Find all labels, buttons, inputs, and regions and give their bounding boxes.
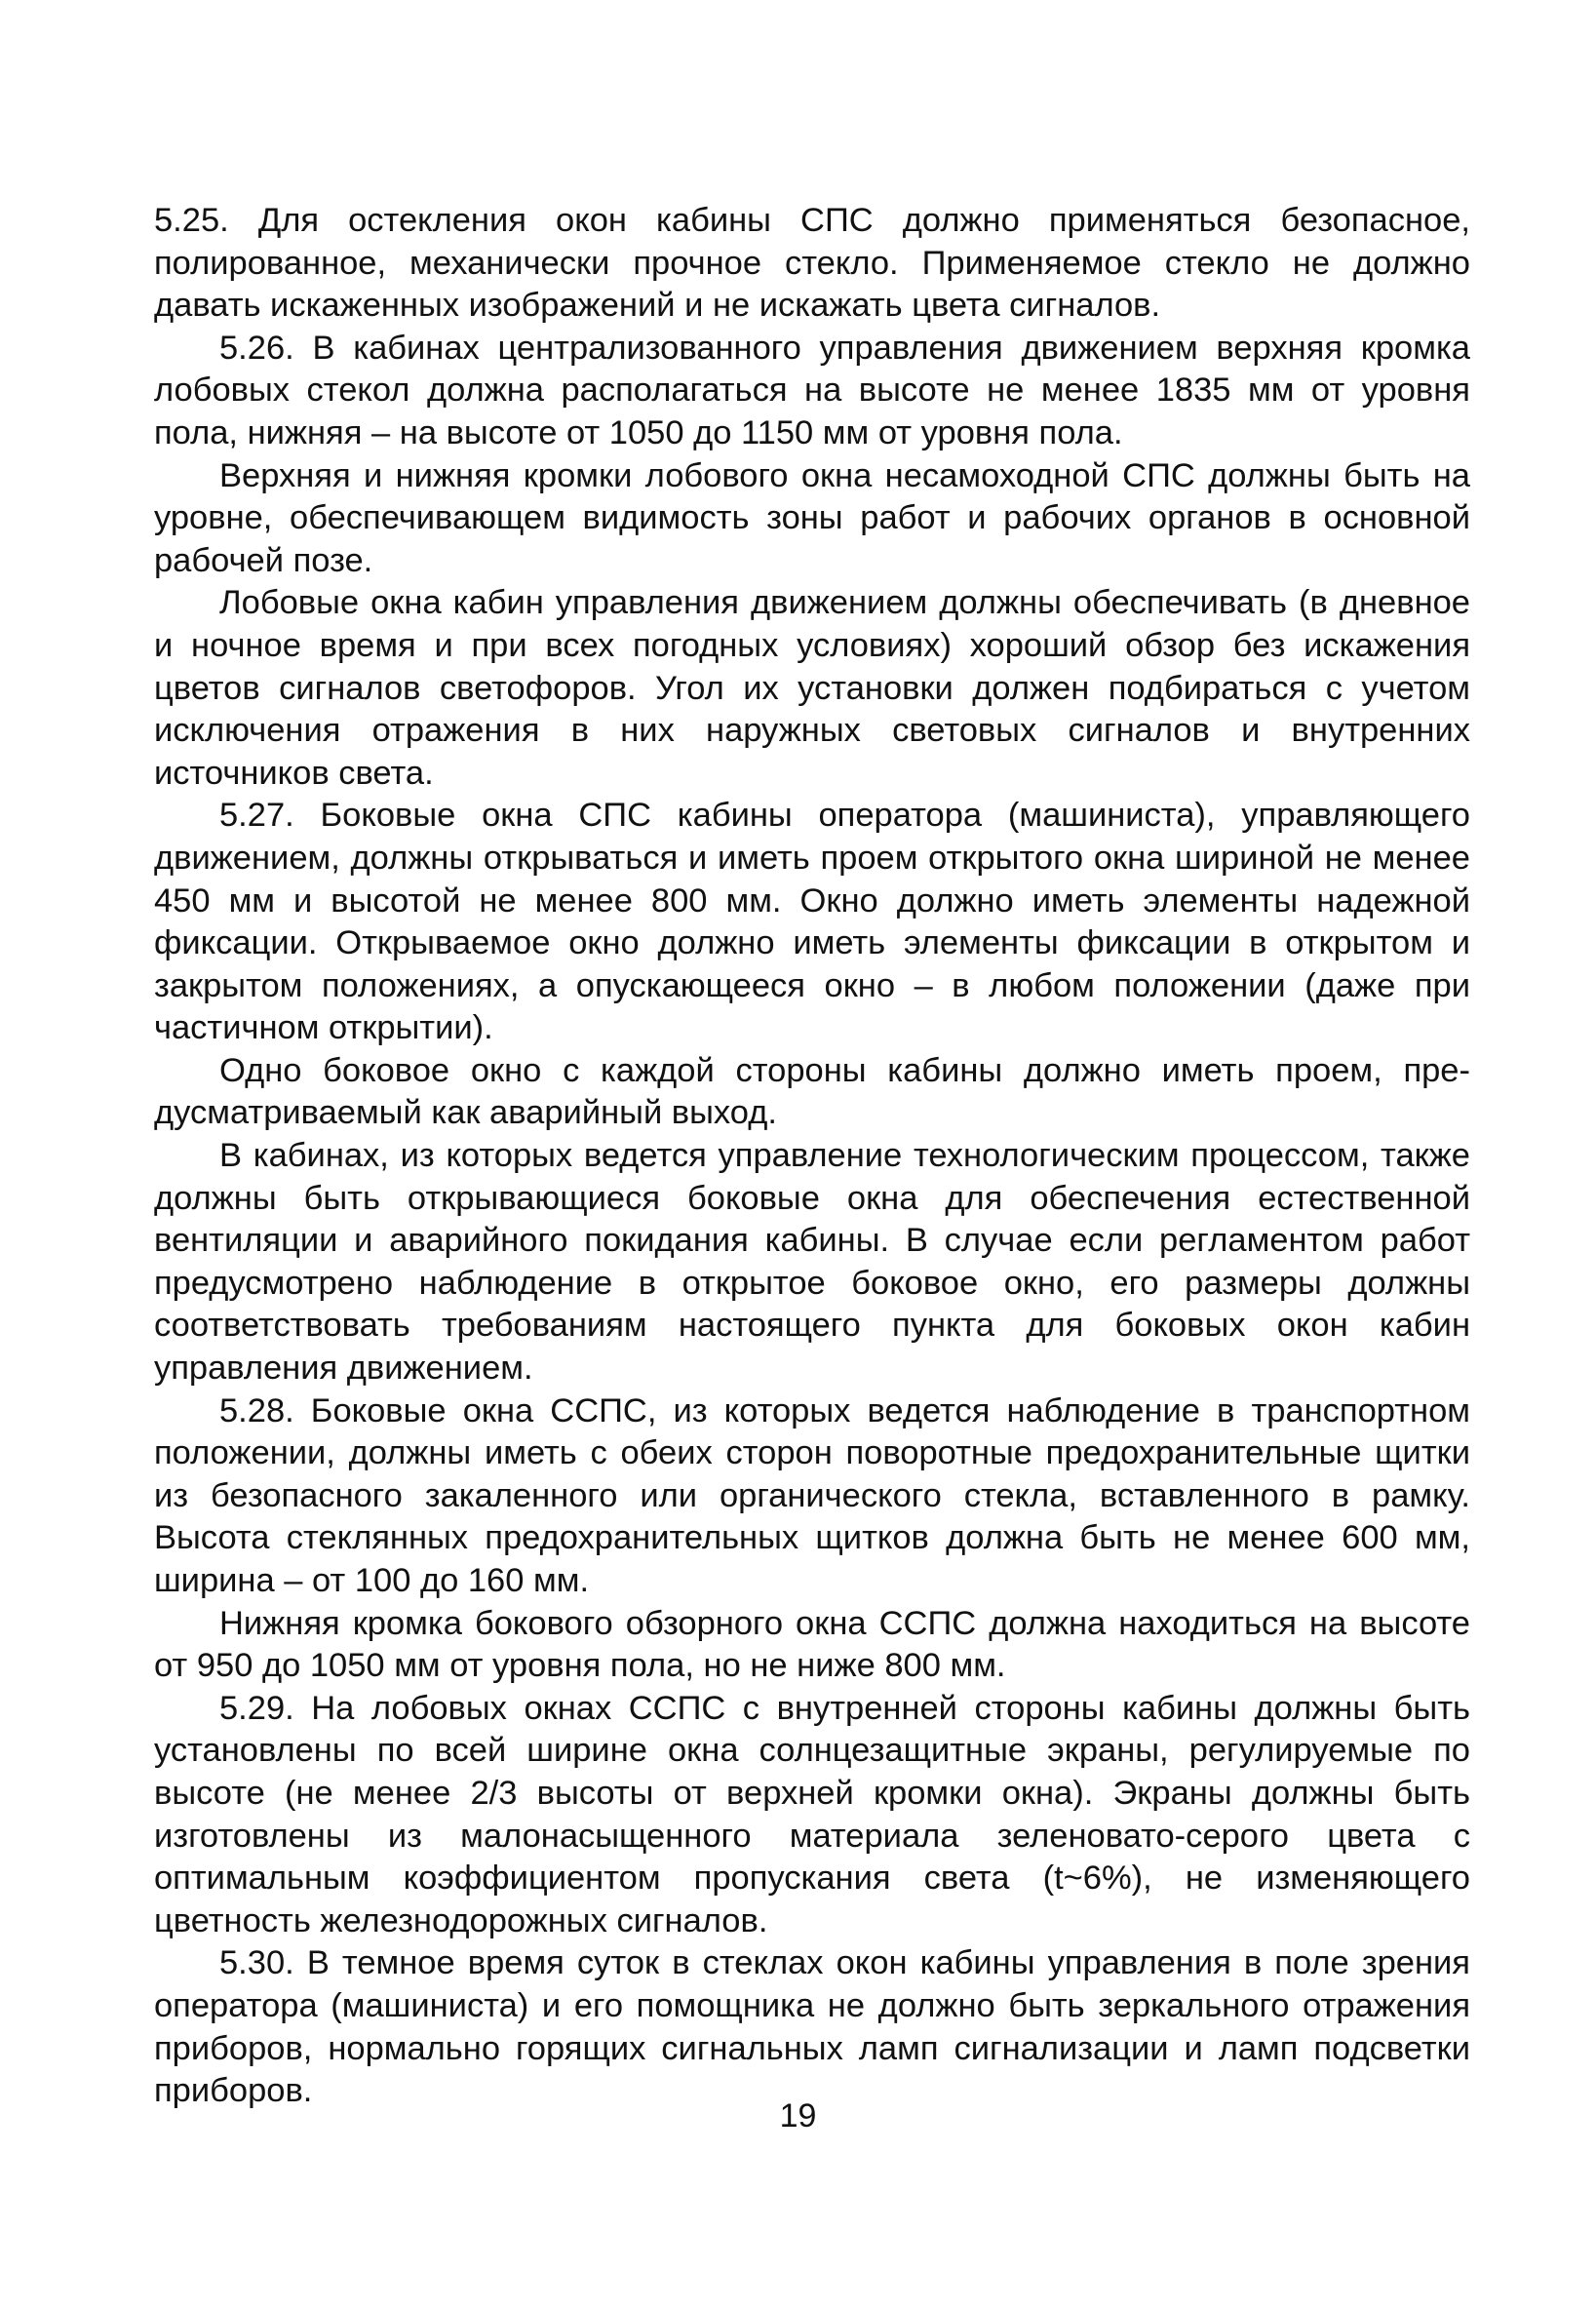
document-body xyxy=(154,200,1470,2113)
paragraph-5-28-lower-edge: Нижняя кромка бокового обзорного окна ССПС должна находиться на высоте от 950 до 1050 мм от уровня пола, но не ниже 800 мм. xyxy=(154,1604,1470,1685)
paragraph-5-26: 5.26. В кабинах централизованного управления движением верхняя кромка лобовых стекол должна располагаться на высоте не менее 1835 мм от уровня пола, нижняя – на высоте от 1050 до 1150 мм от уровня пола. xyxy=(154,329,1470,451)
paragraph-5-27-process-cabins: В кабинах, из которых ведется управление технологическим процессом, также должны быть открывающиеся боковые окна для обеспечения естественной вентиляции и аварийного покидания кабины. В случае если регламентом работ предусмотрено наблюдение в открытое боковое окно, его размеры должны соответствовать требованиям настоящего пункта для боковых окон кабин управления движением. xyxy=(154,1137,1470,1388)
paragraph-5-25: 5.25. Для остекления окон кабины СПС должно применяться безопасное, полированное, механически прочное стекло. Применяемое стекло не должно давать искаженных изображений и не искажать цвета сигналов. xyxy=(154,202,1470,325)
paragraph-5-29: 5.29. На лобовых окнах ССПС с внутренней стороны кабины должны быть установлены по всей ширине окна солнцезащитные экраны, регулируемые по высоте (не менее 2/3 высоты от верхней кромки окна). Экраны должны быть изготовлены из малонасыщенного материала зеленовато-серого цвета с оптимальным коэффициентом пропускания света (t~6%), не изменяющего цветность железнодорожных сигналов. xyxy=(154,1689,1470,1939)
page-number: 19 xyxy=(779,2097,817,2134)
paragraph-5-26-front-windows: Лобовые окна кабин управления движением должны обеспечивать (в дневное и ночное время и при всех погодных условиях) хороший обзор без искажения цветов сигналов светофоров. Угол их установки должен подбираться с учетом исключения отражения в них наружных световых сигналов и внутренних источников света. xyxy=(154,584,1470,792)
paragraph-5-27: 5.27. Боковые окна СПС кабины оператора (машиниста), управляющего движением, должны открываться и иметь проем открытого окна шириной не менее 450 мм и высотой не менее 800 мм. Окно должно иметь элементы надежной фиксации. Открываемое окно должно иметь элементы фиксации в открытом и закрытом положениях, а опускающееся окно – в любом положении (даже при частичном открытии). xyxy=(154,797,1470,1047)
paragraph-5-28: 5.28. Боковые окна ССПС, из которых ведется наблюдение в транспортном положении, должны иметь с обеих сторон поворотные предохранительные щитки из безопасного закаленного или органического стекла, вставленного в рамку. Высота стеклянных предохранительных щитков должна быть не менее 600 мм, ширина – от 100 до 160 мм. xyxy=(154,1391,1470,1599)
paragraph-5-26-upper-lower-edges: Верхняя и нижняя кромки лобового окна несамоходной СПС должны быть на уровне, обеспечивающем видимость зоны работ и рабочих органов в основной рабочей позе. xyxy=(154,456,1470,579)
paragraph-5-27-emergency-exit: Одно боковое окно с каждой стороны кабины должно иметь проем, предусматриваемый как аварийный выход. xyxy=(154,1051,1470,1132)
paragraph-5-30: 5.30. В темное время суток в стеклах окон кабины управления в поле зрения оператора (машиниста) и его помощника не должно быть зеркального отражения приборов, нормально горящих сигнальных ламп сигнализации и ламп подсветки приборов. xyxy=(154,1944,1470,2110)
